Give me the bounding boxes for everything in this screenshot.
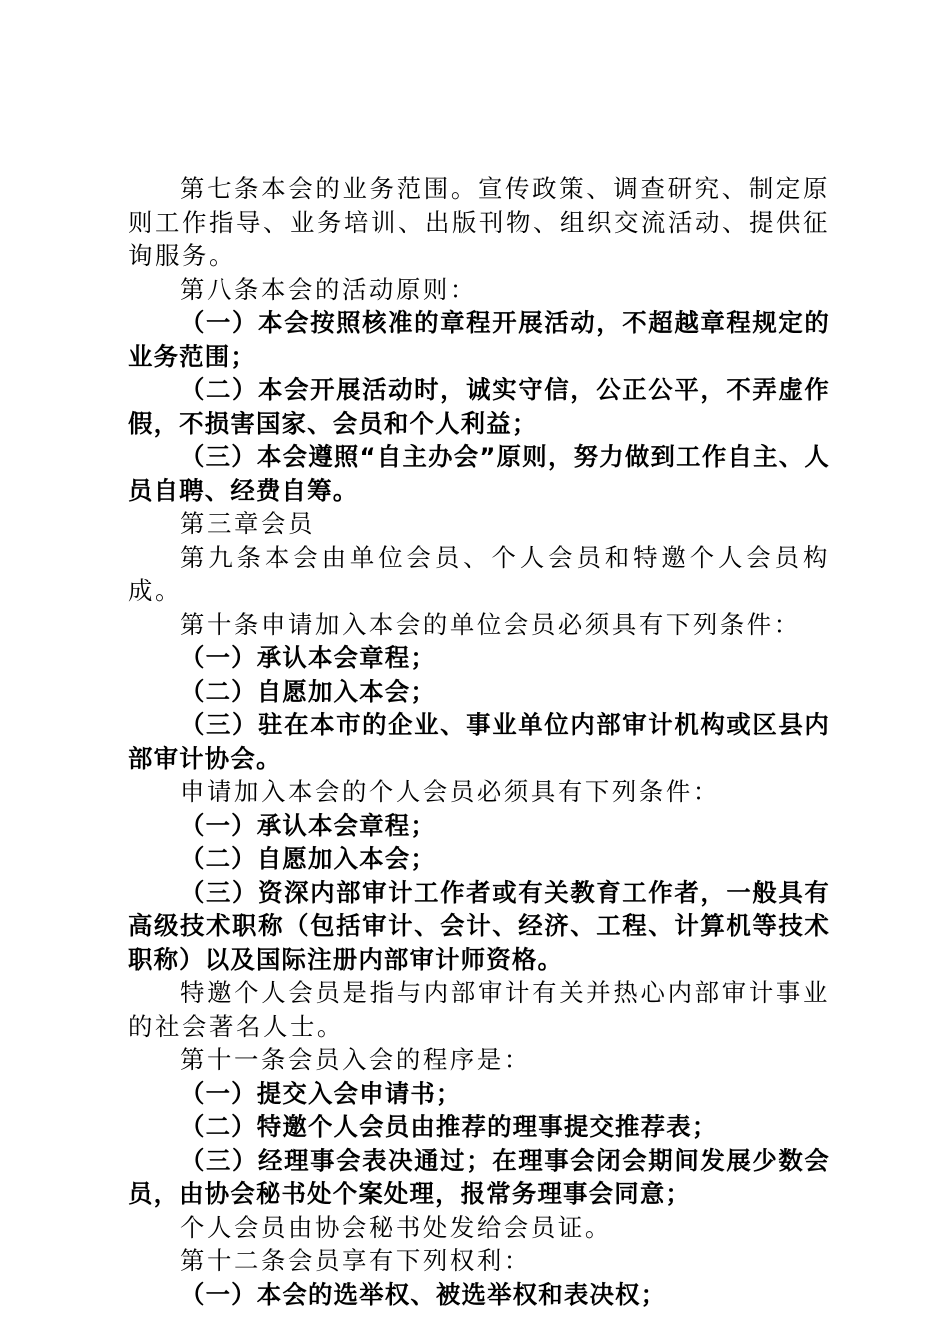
special-member-definition: 特邀个人会员是指与内部审计有关并热心内部审计事业的社会著名人士。 (128, 978, 830, 1041)
article-7-business-scope: 第七条本会的业务范围。宣传政策、调查研究、制定原则工作指导、业务培训、出版刊物、组织交流活动、提供征询服务。 (128, 174, 830, 270)
article-10-item-1: （一）承认本会章程； (180, 643, 436, 672)
individual-member-item-2: （二）自愿加入本会； (180, 844, 436, 873)
individual-member-item-3: （三）资深内部审计工作者或有关教育工作者，一般具有高级技术职称（包括审计、会计、经济、工程、计算机等技术职称）以及国际注册内部审计师资格。 (128, 877, 830, 974)
member-certificate-note: 个人会员由协会秘书处发给会员证。 (180, 1212, 612, 1242)
article-12-heading: 第十二条会员享有下列权利： (180, 1246, 531, 1275)
article-11-item-2: （二）特邀个人会员由推荐的理事提交推荐表； (180, 1112, 718, 1141)
article-10-item-2: （二）自愿加入本会； (180, 676, 436, 706)
article-10-item-3: （三）驻在本市的企业、事业单位内部审计机构或区县内部审计协会。 (128, 710, 830, 773)
article-8-item-3: （三）本会遵照“自主办会”原则，努力做到工作自主、人员自聘、经费自筹。 (128, 442, 830, 505)
individual-member-conditions-heading: 申请加入本会的个人会员必须具有下列条件： (180, 777, 720, 806)
article-8-principles-heading: 第八条本会的活动原则： (180, 274, 477, 304)
article-8-item-1: （一）本会按照核准的章程开展活动，不超越章程规定的业务范围； (128, 308, 830, 371)
individual-member-item-1: （一）承认本会章程； (180, 810, 436, 840)
article-11-item-3: （三）经理事会表决通过；在理事会闭会期间发展少数会员，由协会秘书处个案处理，报常务理事会同意； (128, 1145, 830, 1208)
article-8-item-2: （二）本会开展活动时，诚实守信，公正公平，不弄虚作假，不损害国家、会员和个人利益； (128, 375, 830, 438)
chapter-3-heading: 第三章会员 (180, 509, 315, 538)
article-11-item-1: （一）提交入会申请书； (180, 1078, 462, 1108)
article-12-item-1: （一）本会的选举权、被选举权和表决权； (180, 1279, 667, 1309)
document-page (128, 172, 830, 1311)
article-9: 第九条本会由单位会员、个人会员和特邀个人会员构成。 (128, 542, 830, 605)
article-10-heading: 第十条申请加入本会的单位会员必须具有下列条件： (180, 609, 801, 639)
article-11-heading: 第十一条会员入会的程序是： (180, 1045, 531, 1074)
